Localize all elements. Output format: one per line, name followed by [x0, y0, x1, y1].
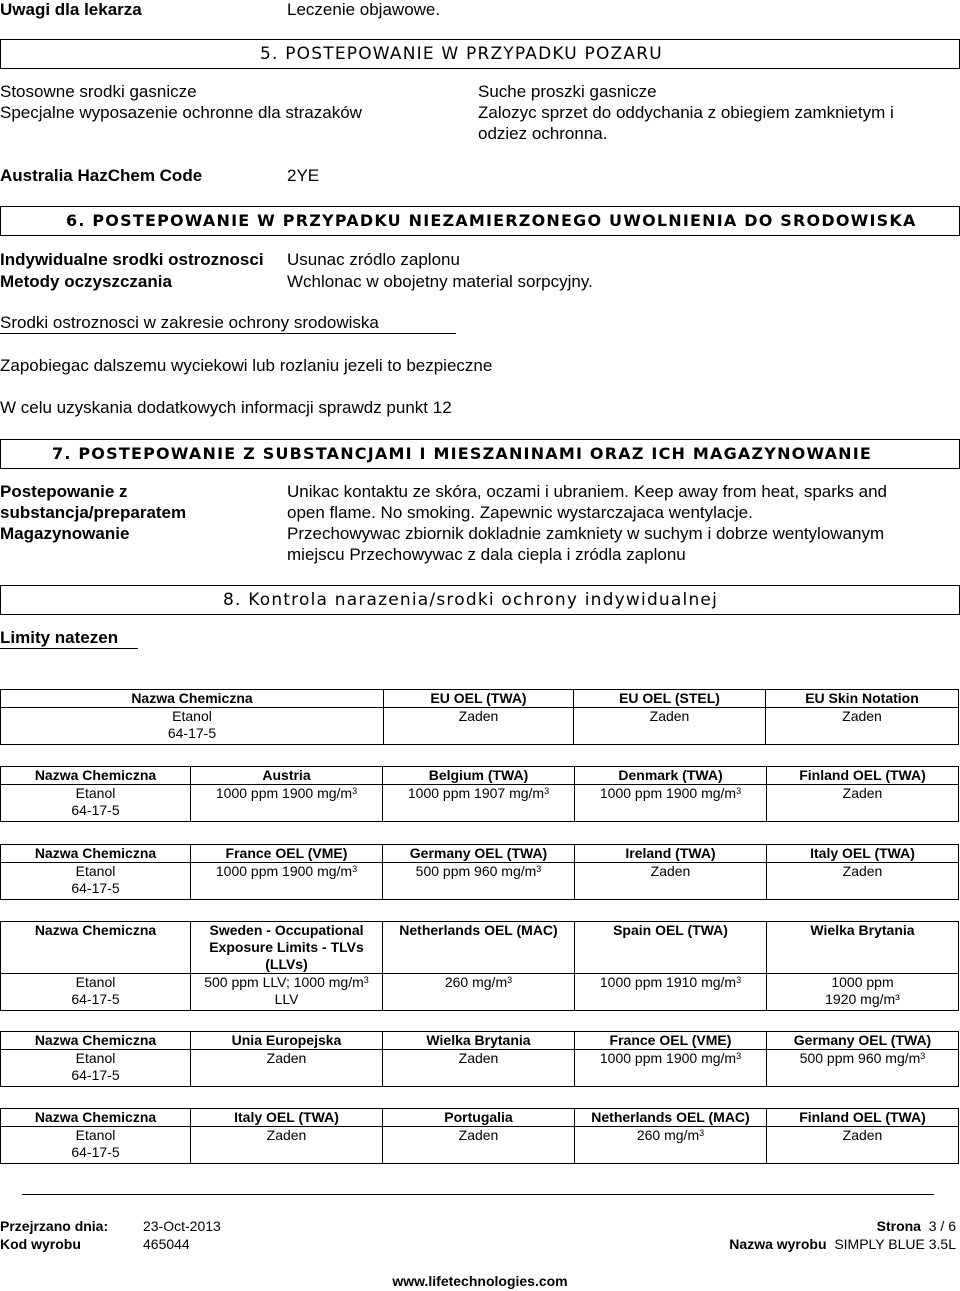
table-cell: 1000 ppm 1907 $mg/m^3$	[383, 785, 575, 822]
table-header: Nazwa Chemiczna	[1, 1032, 191, 1050]
env-precautions-underline	[0, 333, 456, 334]
section-5-title: 5. POSTEPOWANIE W PRZYPADKU POZARU	[260, 44, 663, 64]
section-5-header	[0, 39, 960, 69]
table-header: Sweden - Occupational Exposure Limits - TLVs (LLVs)	[191, 922, 383, 974]
handling-label: Postepowanie z	[0, 482, 128, 501]
hazchem-label: Australia HazChem Code	[0, 166, 203, 185]
exposure-limits-underline	[0, 648, 138, 649]
handling-label-2: substancja/preparatem	[0, 503, 187, 522]
section-6-title: 6. POSTEPOWANIE W PRZYPADKU NIEZAMIERZONEGO UWOLNIENIA DO SRODOWISKA	[66, 211, 917, 230]
exposure-table-1	[0, 689, 959, 745]
storage-value: Przechowywac zbiornik dokladnie zamkniety w suchym i dobrze wentylowanym	[287, 524, 885, 543]
chemical-name-cell: Etanol 64-17-5	[1, 863, 191, 900]
table-header: Unia Europejska	[191, 1032, 383, 1050]
cleanup-methods-label: Metody oczyszczania	[0, 272, 172, 291]
table-cell: 1000 ppm 1900 $mg/m^3$	[191, 863, 383, 900]
table-cell: 260 $mg/m^3$	[383, 974, 575, 1011]
table-header: Germany OEL (TWA)	[767, 1032, 959, 1050]
table-cell: Zaden	[384, 708, 574, 745]
exposure-table-5	[0, 1031, 959, 1087]
env-precautions-heading: Srodki ostroznosci w zakresie ochrony srodowiska	[0, 313, 379, 332]
table-cell: Zaden	[767, 863, 959, 900]
table-cell: Zaden	[383, 1127, 575, 1164]
table-cell: 1000 ppm 1900 $mg/m^3$	[575, 785, 767, 822]
table-header: Ireland (TWA)	[575, 845, 767, 863]
table-header: Nazwa Chemiczna	[1, 845, 191, 863]
section-8-title: 8. Kontrola narazenia/srodki ochrony indywidualnej	[223, 590, 719, 610]
section-7-title: 7. POSTEPOWANIE Z SUBSTANCJAMI I MIESZANINAMI ORAZ ICH MAGAZYNOWANIE	[52, 444, 873, 463]
firefighter-equipment-value: Zalozyc sprzet do oddychania z obiegiem zamknietym i	[478, 103, 894, 122]
page-indicator: Strona 3 / 6	[876, 1218, 956, 1234]
hazchem-value: 2YE	[287, 166, 320, 185]
footer-url: www.lifetechnologies.com	[392, 1273, 568, 1289]
table-header: France OEL (VME)	[191, 845, 383, 863]
env-precautions-text: Zapobiegac dalszemu wyciekowi lub rozlaniu jezeli to bezpieczne	[0, 356, 493, 375]
table-cell: 260 $mg/m^3$	[575, 1127, 767, 1164]
table-cell: Zaden	[766, 708, 959, 745]
storage-label: Magazynowanie	[0, 524, 130, 543]
personal-precautions-label: Indywidualne srodki ostroznosci	[0, 250, 264, 269]
chemical-name-cell: Etanol 64-17-5	[1, 785, 191, 822]
table-cell: Zaden	[383, 1050, 575, 1087]
exposure-table-4	[0, 921, 959, 1011]
handling-value-2: open flame. No smoking. Zapewnic wystarczajaca wentylacje.	[287, 503, 753, 522]
table-header: Nazwa Chemiczna	[1, 1109, 191, 1127]
storage-value-2: miejscu Przechowywac z dala ciepla i zródla zaplonu	[287, 545, 686, 564]
cleanup-methods-value: Wchlonac w obojetny material sorpcyjny.	[287, 272, 593, 291]
table-cell: Zaden	[575, 863, 767, 900]
section-6-header	[0, 206, 960, 236]
firefighter-equipment-label: Specjalne wyposazenie ochronne dla strazaków	[0, 103, 362, 122]
table-header: Belgium (TWA)	[383, 767, 575, 785]
table-header: Wielka Brytania	[767, 922, 959, 974]
doctor-notes-value: Leczenie objawowe.	[287, 0, 441, 19]
table-cell: 500 ppm 960 $mg/m^3$	[383, 863, 575, 900]
table-cell: 1000 ppm 1900 $mg/m^3$	[575, 1050, 767, 1087]
exposure-table-2	[0, 766, 959, 822]
table-cell: 500 ppm 960 $mg/m^3$	[767, 1050, 959, 1087]
table-header: EU OEL (TWA)	[384, 690, 574, 708]
chemical-name-cell: Etanol 64-17-5	[1, 1050, 191, 1087]
table-header: Spain OEL (TWA)	[575, 922, 767, 974]
extinguishing-media-label: Stosowne srodki gasnicze	[0, 82, 197, 101]
firefighter-equipment-value-2: odziez ochronna.	[478, 124, 608, 143]
product-name: Nazwa wyrobu SIMPLY BLUE 3.5L	[729, 1236, 956, 1252]
chemical-name-cell: Etanol 64-17-5	[1, 708, 384, 745]
chemical-name-cell: Etanol 64-17-5	[1, 974, 191, 1011]
chemical-name-cell: Etanol 64-17-5	[1, 1127, 191, 1164]
table-cell: 1000 ppm 1920 mg/m³	[767, 974, 959, 1011]
table-header: Nazwa Chemiczna	[1, 690, 384, 708]
personal-precautions-value: Usunac zródlo zaplonu	[287, 250, 460, 269]
table-cell: Zaden	[767, 785, 959, 822]
table-header: Austria	[191, 767, 383, 785]
table-cell: 1000 ppm 1910 $mg/m^3$	[575, 974, 767, 1011]
revision-date-label: Przejrzano dnia:	[0, 1218, 109, 1234]
section-7-header	[0, 439, 960, 469]
table-cell: Zaden	[191, 1050, 383, 1087]
footer-divider	[22, 1194, 934, 1195]
table-header: Portugalia	[383, 1109, 575, 1127]
table-cell: 500 ppm LLV; 1000 $mg/m^3$ LLV	[191, 974, 383, 1011]
handling-value: Unikac kontaktu ze skóra, oczami i ubraniem. Keep away from heat, sparks and	[287, 482, 888, 501]
table-header: France OEL (VME)	[575, 1032, 767, 1050]
table-header: EU OEL (STEL)	[574, 690, 766, 708]
extinguishing-media-value: Suche proszki gasnicze	[478, 82, 657, 101]
table-header: Germany OEL (TWA)	[383, 845, 575, 863]
product-code-value: 465044	[143, 1236, 190, 1252]
exposure-table-6	[0, 1108, 959, 1164]
section-12-reference: W celu uzyskania dodatkowych informacji sprawdz punkt 12	[0, 398, 452, 417]
table-header: Netherlands OEL (MAC)	[575, 1109, 767, 1127]
table-header: EU Skin Notation	[766, 690, 959, 708]
table-cell: Zaden	[574, 708, 766, 745]
section-8-header	[0, 585, 960, 615]
revision-date-value: 23-Oct-2013	[143, 1218, 221, 1234]
table-header: Denmark (TWA)	[575, 767, 767, 785]
table-cell: Zaden	[767, 1127, 959, 1164]
table-header: Finland OEL (TWA)	[767, 1109, 959, 1127]
table-header: Netherlands OEL (MAC)	[383, 922, 575, 974]
table-header: Finland OEL (TWA)	[767, 767, 959, 785]
table-header: Italy OEL (TWA)	[191, 1109, 383, 1127]
exposure-table-3	[0, 844, 959, 900]
table-cell: Zaden	[191, 1127, 383, 1164]
doctor-notes-label: Uwagi dla lekarza	[0, 0, 142, 19]
product-code-label: Kod wyrobu	[0, 1236, 81, 1252]
table-header: Wielka Brytania	[383, 1032, 575, 1050]
table-header: Italy OEL (TWA)	[767, 845, 959, 863]
table-cell: 1000 ppm 1900 $mg/m^3$	[191, 785, 383, 822]
table-header: Nazwa Chemiczna	[1, 922, 191, 974]
table-header: Nazwa Chemiczna	[1, 767, 191, 785]
exposure-limits-heading: Limity natezen	[0, 628, 119, 647]
